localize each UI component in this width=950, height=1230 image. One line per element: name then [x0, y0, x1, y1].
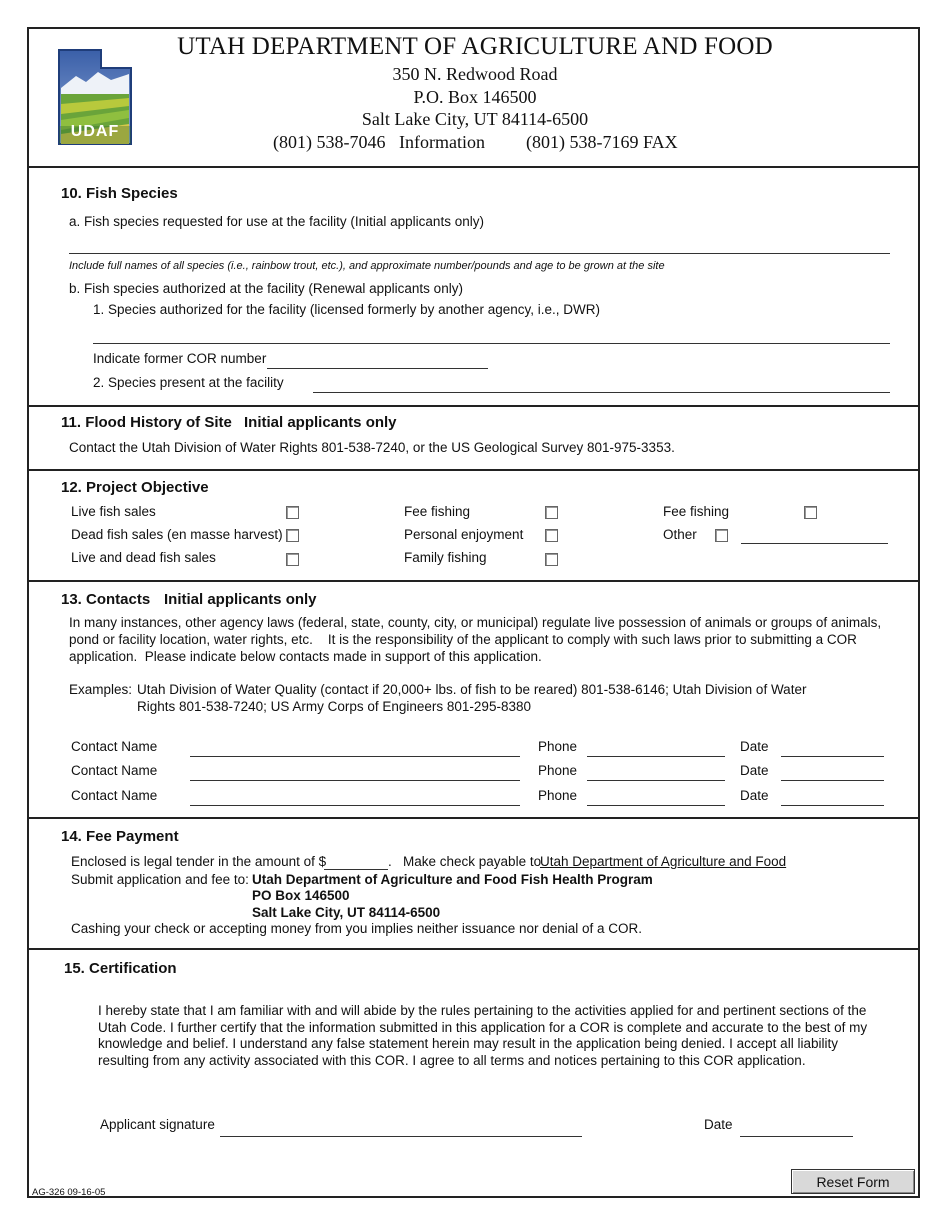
submit-address-line-1: Utah Department of Agriculture and Food Fish Health Program: [252, 872, 653, 887]
contact-date-label: Date: [740, 739, 769, 754]
section-15-title: 15. Certification: [64, 960, 177, 977]
submit-label: Submit application and fee to:: [71, 872, 249, 887]
contact-phone-label: Phone: [538, 788, 578, 803]
objective-live-fish-sales-label: Live fish sales: [71, 504, 156, 519]
contact-name-field[interactable]: [190, 756, 520, 757]
objective-dead-fish-sales-label: Dead fish sales (en masse harvest): [71, 527, 283, 542]
address-line-3: Salt Lake City, UT 84114-6500: [361, 109, 589, 129]
department-title: UTAH DEPARTMENT OF AGRICULTURE AND FOOD: [177, 33, 773, 60]
species-authorized-field[interactable]: [93, 343, 890, 344]
flood-history-text: Contact the Utah Division of Water Rights 801-538-7240, or the US Geological Survey 801-975-3353.: [69, 440, 675, 455]
objective-dead-fish-sales-checkbox[interactable]: [286, 529, 299, 542]
certification-line-1: I hereby state that I am familiar with and will abide by the rules pertaining to the activities applied for and pertinent sections of the: [98, 1003, 867, 1018]
divider: [27, 817, 920, 819]
divider: [27, 166, 920, 168]
contact-date-label: Date: [740, 788, 769, 803]
objective-live-fish-sales-checkbox[interactable]: [286, 506, 299, 519]
species-authorized-label: b. Fish species authorized at the facility (Renewal applicants only): [69, 281, 463, 296]
submit-address-line-2: PO Box 146500: [252, 888, 350, 903]
signature-field[interactable]: [220, 1136, 582, 1137]
contact-name-label: Contact Name: [71, 763, 158, 778]
examples-line-2: Rights 801-538-7240; US Army Corps of Engineers 801-295-8380: [137, 699, 531, 714]
amount-field[interactable]: [324, 869, 388, 870]
address-line-1: 350 N. Redwood Road: [392, 64, 558, 84]
udaf-logo: [56, 48, 134, 146]
certification-line-3: knowledge and belief. I understand any false statement herein may result in the application being denied. I accept all liability: [98, 1036, 838, 1051]
objective-other-checkbox[interactable]: [715, 529, 728, 542]
objective-fee-fishing-2-label: Fee fishing: [663, 504, 730, 519]
objective-personal-enjoyment-label: Personal enjoyment: [404, 527, 524, 542]
objective-personal-enjoyment-checkbox[interactable]: [545, 529, 558, 542]
objective-fee-fishing-label: Fee fishing: [404, 504, 471, 519]
examples-label: Examples:: [69, 682, 133, 697]
signature-date-field[interactable]: [740, 1136, 853, 1137]
certification-line-4: resulting from any activity associated with this COR. I agree to all terms and notices pertaining to this COR application.: [98, 1053, 806, 1068]
contacts-paragraph-line-2: pond or facility location, water rights, etc. It is the responsibility of the applicant to comply with such laws prior to submitting a COR: [69, 632, 857, 647]
section-10-title: 10. Fish Species: [61, 185, 178, 202]
logo-text: UDAF: [70, 123, 120, 140]
address-line-2: P.O. Box 146500: [413, 87, 537, 107]
species-note: Include full names of all species (i.e., rainbow trout, etc.), and approximate number/pounds and age to be grown at the site: [69, 260, 665, 272]
signature-label: Applicant signature: [100, 1117, 215, 1132]
divider: [27, 948, 920, 950]
contact-phone-label: Phone: [538, 739, 578, 754]
contact-date-label: Date: [740, 763, 769, 778]
section-11-title: 11. Flood History of Site: [61, 414, 232, 431]
payable-label: . Make check payable to: [388, 854, 542, 869]
fax-number: (801) 538-7169 FAX: [526, 132, 678, 152]
contact-date-field[interactable]: [781, 780, 884, 781]
species-present-label: 2. Species present at the facility: [93, 375, 284, 390]
former-cor-field[interactable]: [267, 368, 488, 369]
contact-phone-field[interactable]: [587, 805, 725, 806]
species-present-field[interactable]: [313, 392, 890, 393]
contact-name-label: Contact Name: [71, 788, 158, 803]
former-cor-label: Indicate former COR number: [93, 351, 267, 366]
objective-family-fishing-label: Family fishing: [404, 550, 487, 565]
objective-family-fishing-checkbox[interactable]: [545, 553, 558, 566]
section-13-qualifier: Initial applicants only: [164, 591, 317, 608]
contact-name-field[interactable]: [190, 805, 520, 806]
examples-line-1: Utah Division of Water Quality (contact if 20,000+ lbs. of fish to be reared) 801-538-6146; Utah Division of Water: [137, 682, 807, 697]
contact-date-field[interactable]: [781, 805, 884, 806]
submit-address-line-3: Salt Lake City, UT 84114-6500: [252, 905, 441, 920]
objective-live-dead-sales-checkbox[interactable]: [286, 553, 299, 566]
amount-label: Enclosed is legal tender in the amount of $: [71, 854, 327, 869]
objective-other-label: Other: [663, 527, 697, 542]
contact-name-field[interactable]: [190, 780, 520, 781]
objective-fee-fishing-2-checkbox[interactable]: [804, 506, 817, 519]
species-authorized-facility-label: 1. Species authorized for the facility (licensed formerly by another agency, i.e., DWR): [93, 302, 600, 317]
contacts-paragraph-line-1: In many instances, other agency laws (federal, state, county, city, or municipal) regulate live possession of animals or groups of animals,: [69, 615, 882, 630]
species-requested-field[interactable]: [69, 253, 890, 254]
contact-phone-label: Phone: [538, 763, 578, 778]
phone-number: (801) 538-7046 Information: [273, 132, 485, 152]
divider: [27, 405, 920, 407]
species-requested-label: a. Fish species requested for use at the facility (Initial applicants only): [69, 214, 484, 229]
contact-phone-field[interactable]: [587, 780, 725, 781]
section-13-title: 13. Contacts: [61, 591, 151, 608]
divider: [27, 469, 920, 471]
contact-phone-field[interactable]: [587, 756, 725, 757]
contact-name-label: Contact Name: [71, 739, 158, 754]
section-12-title: 12. Project Objective: [61, 479, 209, 496]
form-id: AG-326 09-16-05: [32, 1187, 106, 1198]
contact-date-field[interactable]: [781, 756, 884, 757]
divider: [27, 580, 920, 582]
payable-to-link: Utah Department of Agriculture and Food: [540, 854, 787, 869]
reset-form-button[interactable]: Reset Form: [791, 1169, 915, 1194]
certification-line-2: Utah Code. I further certify that the information submitted in this application for a COR is complete and accurate to the best of my: [98, 1020, 868, 1035]
objective-live-dead-sales-label: Live and dead fish sales: [71, 550, 216, 565]
objective-fee-fishing-checkbox[interactable]: [545, 506, 558, 519]
cashing-note: Cashing your check or accepting money from you implies neither issuance nor denial of a COR.: [71, 921, 643, 936]
section-11-qualifier: Initial applicants only: [244, 414, 397, 431]
section-14-title: 14. Fee Payment: [61, 828, 179, 845]
contacts-paragraph-line-3: application. Please indicate below contacts made in support of this application.: [69, 649, 542, 664]
objective-other-field[interactable]: [741, 543, 888, 544]
signature-date-label: Date: [704, 1117, 733, 1132]
